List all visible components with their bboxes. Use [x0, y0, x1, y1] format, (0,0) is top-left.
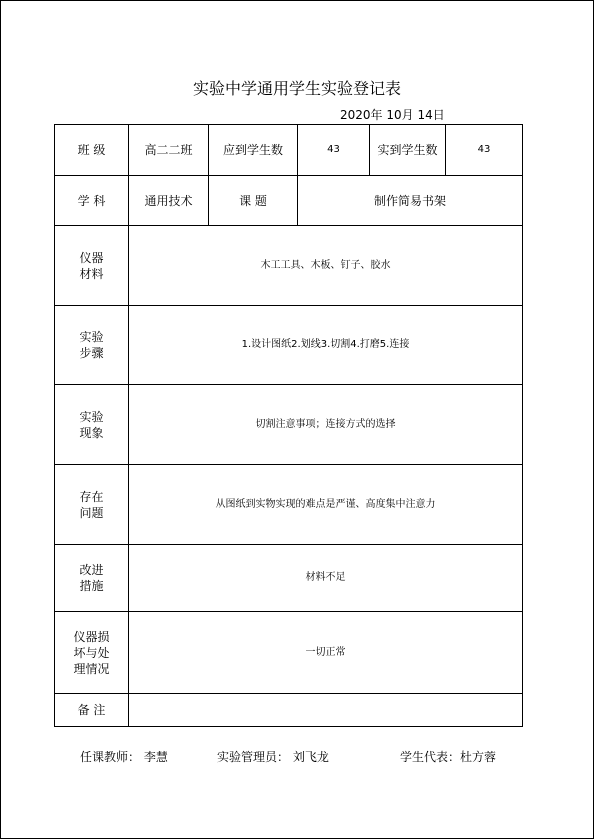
steps-label — [55, 306, 129, 385]
actual-students-label: 实到学生数 — [370, 125, 446, 176]
form-date: 2020年 10月 14日 — [340, 108, 445, 122]
subject-label: 学 科 — [55, 176, 129, 226]
instruments-label — [55, 226, 129, 306]
remarks-value — [129, 694, 523, 727]
remarks-label: 备 注 — [55, 694, 129, 727]
row-class — [55, 125, 523, 176]
class-label: 班 级 — [55, 125, 129, 176]
footer-teacher: 任课教师： 李慧 — [80, 750, 168, 764]
improvements-label-line2: 措施 — [79, 579, 104, 593]
damage-label — [55, 612, 129, 694]
problems-value: 从图纸到实物实现的难点是严谨、高度集中注意力 — [129, 465, 523, 545]
topic-label: 课 题 — [209, 176, 298, 226]
steps-value: 1.设计图纸2.划线3.切割4.打磨5.连接 — [129, 306, 523, 385]
row-phenomena — [55, 385, 523, 465]
phenomena-value: 切割注意事项；连接方式的选择 — [129, 385, 523, 465]
phenomena-label — [55, 385, 129, 465]
footer-student: 学生代表：杜方蓉 — [400, 750, 497, 764]
steps-label-line1: 实验 — [79, 330, 104, 344]
damage-label-line3: 理情况 — [73, 661, 110, 676]
actual-students-value: 43 — [446, 125, 523, 176]
damage-label-line2: 坏与处 — [73, 645, 110, 660]
form-title: 实验中学通用学生实验登记表 — [192, 79, 401, 98]
instruments-label-line1: 仪器 — [79, 250, 104, 265]
instruments-label-line2: 材料 — [79, 266, 104, 281]
footer-admin: 实验管理员： 刘飞龙 — [217, 750, 329, 764]
row-problems — [55, 465, 523, 545]
damage-label-line1: 仪器损 — [73, 629, 110, 644]
expected-students-label: 应到学生数 — [209, 125, 298, 176]
topic-value: 制作简易书架 — [298, 176, 523, 226]
problems-label-line1: 存在 — [79, 489, 104, 504]
steps-label-line2: 步骤 — [79, 346, 104, 360]
registration-table — [54, 124, 523, 727]
phenomena-label-line1: 实验 — [79, 409, 104, 424]
damage-value: 一切正常 — [129, 612, 523, 694]
class-value: 高二二班 — [129, 125, 209, 176]
improvements-value: 材料不足 — [129, 545, 523, 612]
expected-students-value: 43 — [298, 125, 370, 176]
row-improvements — [55, 545, 523, 612]
row-subject — [55, 176, 523, 226]
problems-label-line2: 问题 — [79, 505, 104, 520]
row-instruments — [55, 226, 523, 306]
phenomena-label-line2: 现象 — [79, 425, 104, 440]
row-steps — [55, 306, 523, 385]
improvements-label-line1: 改进 — [79, 563, 104, 577]
row-remarks — [55, 694, 523, 727]
improvements-label — [55, 545, 129, 612]
problems-label — [55, 465, 129, 545]
instruments-value: 木工工具、木板、钉子、胶水 — [129, 226, 523, 306]
row-damage — [55, 612, 523, 694]
subject-value: 通用技术 — [129, 176, 209, 226]
